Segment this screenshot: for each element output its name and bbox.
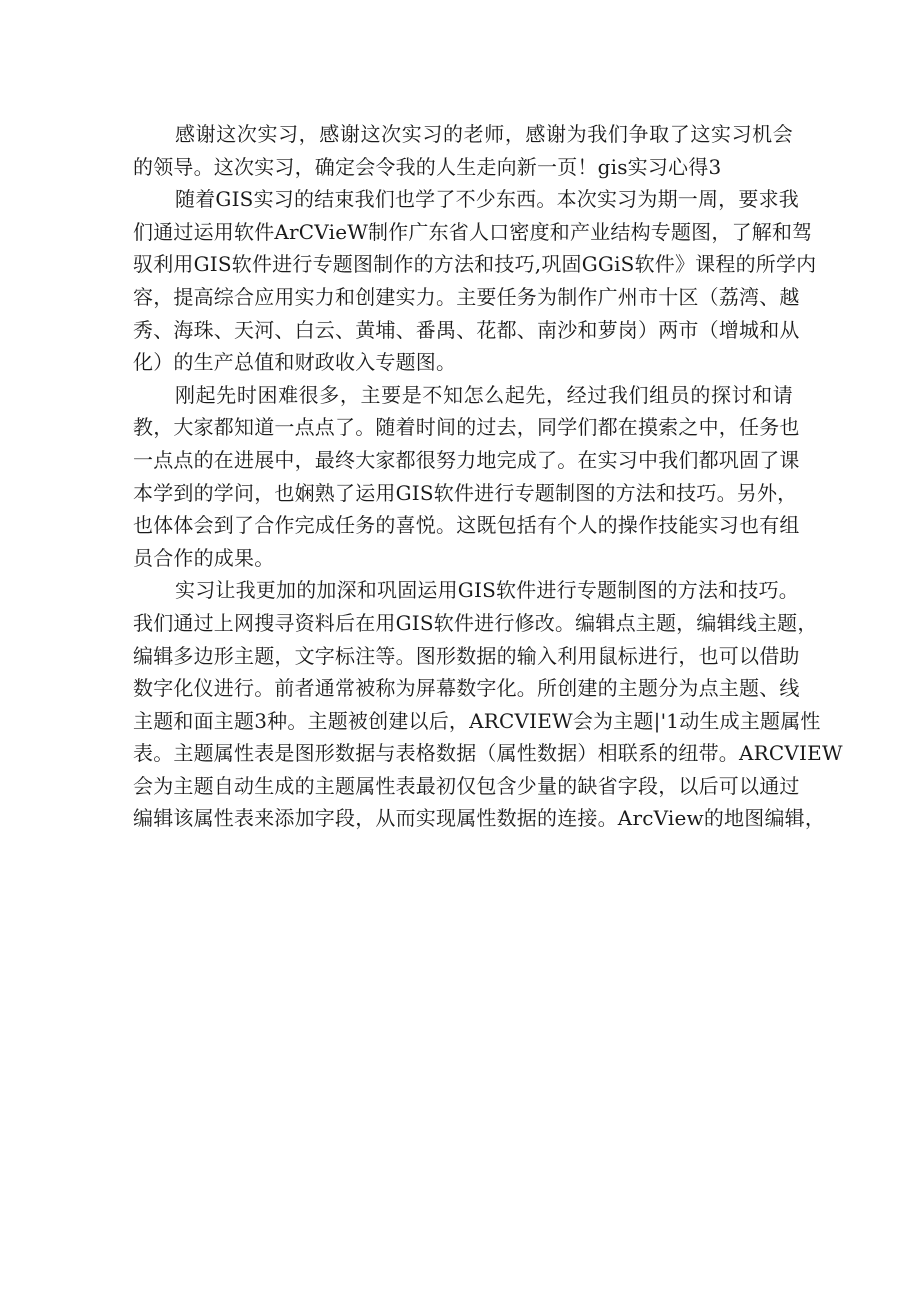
text-line: 化）的生产总值和财政收入专题图。 — [133, 350, 457, 375]
paragraph-2 — [133, 183, 817, 379]
text-line: 员合作的成果。 — [133, 545, 275, 570]
text-line: 编辑该属性表来添加字段，从而实现属性数据的连接。ArcView的地图编辑， — [133, 806, 826, 831]
text-line: 表。主题属性表是图形数据与表格数据（属性数据）相联系的纽带。ARCVIEW — [133, 741, 843, 766]
text-line: 驭利用GIS软件进行专题图制作的方法和技巧,巩固GGiS软件》课程的所学内 — [133, 252, 817, 277]
text-line: 感谢这次实习，感谢这次实习的老师，感谢为我们争取了这实习机会 — [175, 122, 793, 146]
paragraph-1 — [133, 118, 793, 183]
text-line: 的领导。这次实习，确定会令我的人生走向新一页！gis实习心得3 — [133, 154, 722, 179]
text-line: 实习让我更加的加深和巩固运用GIS软件进行专题制图的方法和技巧。 — [175, 578, 799, 603]
text-line: 数字化仪进行。前者通常被称为屏幕数字化。所创建的主题分为点主题、线 — [133, 676, 800, 701]
text-line: 我们通过上网搜寻资料后在用GIS软件进行修改。编辑点主题，编辑线主题， — [133, 610, 818, 635]
text-line: 刚起先时困难很多，主要是不知怎么起先，经过我们组员的探讨和请 — [175, 382, 793, 407]
text-line: 编辑多边形主题，文字标注等。图形数据的输入利用鼠标进行，也可以借助 — [133, 643, 800, 668]
text-line: 也体体会到了合作完成任务的喜悦。这既包括有个人的操作技能实习也有组 — [133, 513, 800, 538]
paragraph-4 — [133, 574, 843, 835]
text-line: 们通过运用软件ArCVieW制作广东省人口密度和产业结构专题图，了解和驾 — [133, 219, 813, 244]
text-line: 会为主题自动生成的主题属性表最初仅包含少量的缺省字段，以后可以通过 — [133, 773, 800, 798]
text-line: 一点点的在进展中，最终大家都很努力地完成了。在实习中我们都巩固了课 — [133, 447, 800, 472]
text-line: 秀、海珠、天河、白云、黄埔、番禺、花都、南沙和萝岗）两市（增城和从 — [133, 317, 800, 342]
text-line: 随着GIS实习的结束我们也学了不少东西。本次实习为期一周，要求我 — [175, 187, 799, 212]
text-line: 主题和面主题3种。主题被创建以后，ARCVIEW会为主题|'1动生成主题属性 — [133, 708, 821, 733]
text-line: 本学到的学问，也娴熟了运用GIS软件进行专题制图的方法和技巧。另外， — [133, 480, 798, 505]
paragraph-3 — [133, 379, 800, 575]
text-line: 容，提高综合应用实力和创建实力。主要任务为制作广州市十区（荔湾、越 — [133, 284, 800, 309]
text-line: 教，大家都知道一点点了。随着时间的过去，同学们都在摸索之中，任务也 — [133, 415, 800, 440]
document-body — [133, 118, 843, 835]
